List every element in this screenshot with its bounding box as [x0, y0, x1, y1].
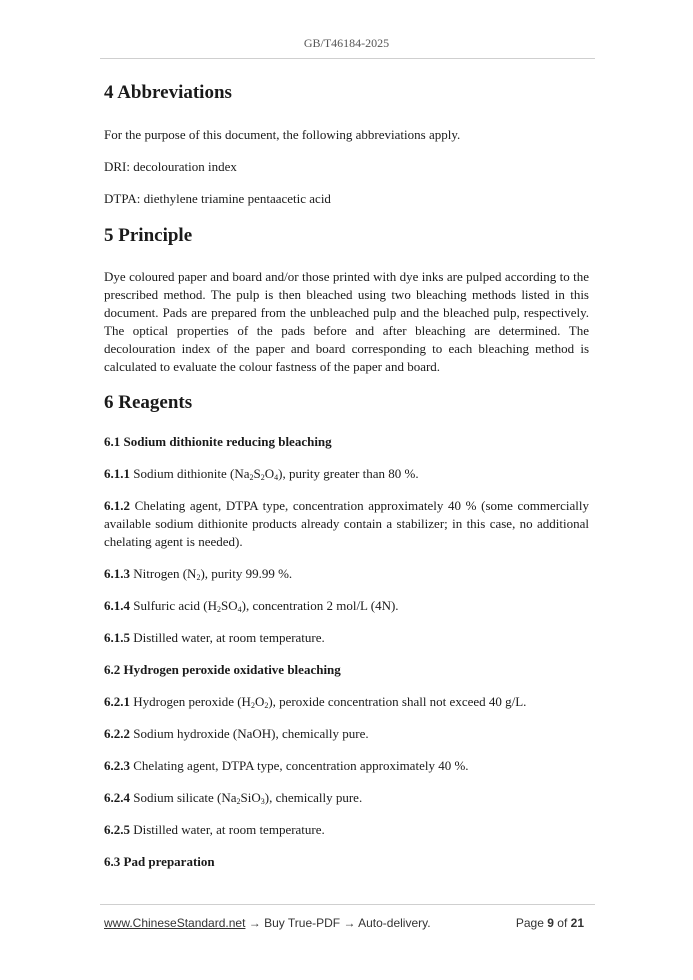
- item-6-1-4: 6.1.4 Sulfuric acid $(H_2SO_4)$, concentration 2 mol/L (4N).: [104, 598, 399, 614]
- document-id-header: GB/T46184-2025: [303, 36, 390, 50]
- subsection-6-3-title: 6.3 Pad preparation: [104, 854, 215, 869]
- item-number: 6.1.2: [104, 498, 130, 513]
- subsection-6-1-title: 6.1 Sodium dithionite reducing bleaching: [104, 434, 332, 449]
- section-5-body: Dye coloured paper and board and/or those printed with dye inks are pulped according to the prescribed method. The pulp is then bleached using two bleaching methods listed in this document. Pads are prepared from the unbleached pulp and the bleached pulp, respectively. The optical properties of the pads before and after bleaching are determined. The decolouration index of the paper and board corresponding to each bleaching method is calculated to evaluate the colour fastness of the paper and board.: [104, 269, 589, 374]
- abbreviation-dtpa: DTPA: diethylene triamine pentaacetic acid: [104, 191, 331, 206]
- footer-promo: [104, 916, 431, 930]
- subsection-6-2-title: 6.2 Hydrogen peroxide oxidative bleaching: [104, 662, 341, 677]
- section-4-heading: 4 Abbreviations: [104, 82, 232, 103]
- item-number: 6.2.4: [104, 790, 130, 805]
- item-number: 6.1.3: [104, 566, 130, 581]
- current-page-number: 9: [547, 916, 554, 930]
- item-number: 6.1.4: [104, 598, 130, 613]
- item-6-2-1: 6.2.1 Hydrogen peroxide $(H_2O_2)$, peroxide concentration shall not exceed 40 g/L.: [104, 694, 527, 710]
- page-content: [104, 80, 589, 871]
- item-6-2-5: 6.2.5 Distilled water, at room temperature.: [104, 822, 325, 837]
- section-4-intro: For the purpose of this document, the following abbreviations apply.: [104, 127, 461, 142]
- total-page-count: 21: [570, 916, 584, 930]
- header-divider: [100, 58, 595, 59]
- item-number: 6.2.5: [104, 822, 130, 837]
- item-6-2-4: 6.2.4 Sodium silicate $(Na_2SiO_3)$, chemically pure.: [104, 790, 363, 806]
- item-6-1-1: 6.1.1 Sodium dithionite $(Na_2S_2O_4)$, purity greater than 80 %.: [104, 466, 419, 482]
- footer-divider: [100, 904, 595, 905]
- item-number: 6.2.1: [104, 694, 130, 709]
- footer-tagline: → Buy True-PDF → Auto-delivery.: [245, 916, 431, 930]
- page-indicator: Page 9 of 21: [515, 916, 584, 930]
- item-number: 6.1.1: [104, 466, 130, 481]
- item-number: 6.1.5: [104, 630, 130, 645]
- site-link[interactable]: www.ChineseStandard.net: [104, 916, 246, 930]
- page-footer: [104, 916, 584, 934]
- item-6-2-2: 6.2.2 Sodium hydroxide (NaOH), chemically pure.: [104, 726, 369, 741]
- item-number: 6.2.2: [104, 726, 130, 741]
- item-6-1-3: 6.1.3 Nitrogen $(N_2)$, purity 99.99 %.: [104, 566, 293, 582]
- section-6-heading: 6 Reagents: [104, 392, 193, 413]
- item-6-2-3: 6.2.3 Chelating agent, DTPA type, concentration approximately 40 %.: [104, 758, 469, 773]
- section-5-heading: 5 Principle: [104, 225, 193, 246]
- item-number: 6.2.3: [104, 758, 130, 773]
- abbreviation-dri: DRI: decolouration index: [104, 159, 237, 174]
- item-6-1-2: 6.1.2 Chelating agent, DTPA type, concentration approximately 40 % (some commercially available sodium dithionite products already contain a stabilizer; in this case, no additional chelating agent is needed).: [104, 498, 590, 549]
- item-6-1-5: 6.1.5 Distilled water, at room temperature.: [104, 630, 325, 645]
